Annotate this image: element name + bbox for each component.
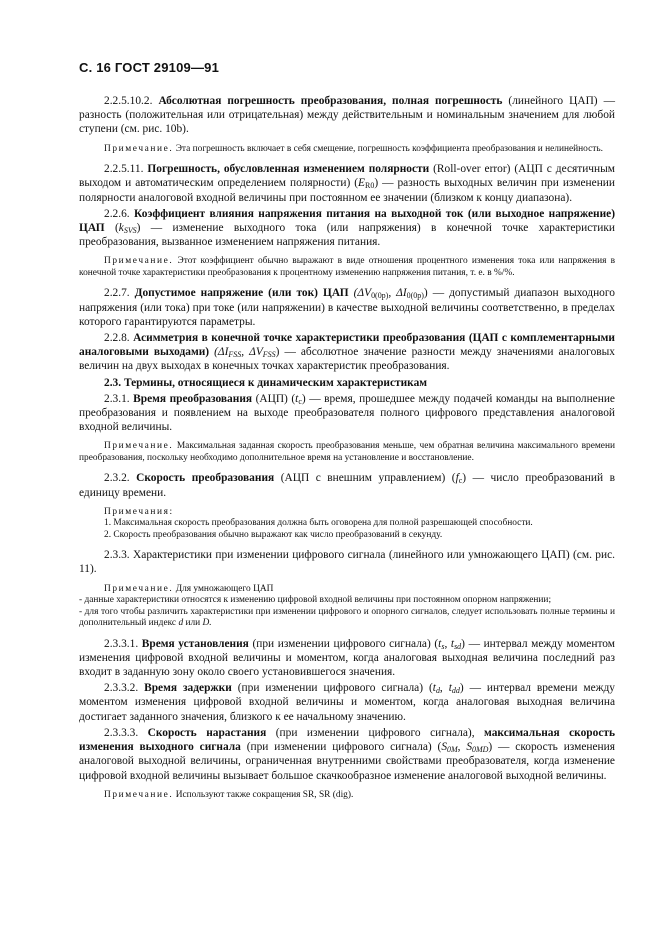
- note-4-label: Примечания:: [104, 506, 174, 517]
- paragraph-2-2-6: 2.2.6. Коэффициент влияния напряжения питания на выходной ток (или выходное напряжение) ЦАП $(k_{SVS})$ — изменение выходного тока (или напряжения) в конечной точке характеристики преобразования, вызванное изменением напряжения питания.: [79, 207, 615, 249]
- paragraph-2-2-8: 2.2.8. Асимметрия в конечной точке характеристики преобразования (ЦАП с комплементарными аналоговыми выходами) ($\Delta I_{FSS}$, $\Delta V_{FSS}$) — абсолютное значение разности между значениями аналоговых величин на двух выходах в конечных точках характеристик преобразования.: [79, 331, 615, 373]
- note-4: [79, 507, 615, 542]
- note-5-head: Примечание. Для умножающего ЦАП: [104, 583, 274, 594]
- section-heading-2-3: 2.3. Термины, относящиеся к динамическим характеристикам: [104, 376, 428, 389]
- note-4-item: 2. Скорость преобразования обычно выражают как число преобразований в секунду.: [104, 529, 443, 540]
- paragraph-2-3-3-3: 2.3.3.3. Скорость нарастания (при изменении цифрового сигнала), максимальная скорость изменения выходного сигнала (при изменении цифрового сигнала) ($S_{0M}$, $S_{0MD}$) — скорость изменения аналоговой выходной величины, ограниченная внутренними свойствами преобразователя, когда изменение цифровой входной величины вызывает большое скачкообразное изменение аналоговой выходной величины.: [79, 726, 615, 782]
- paragraph-2-3-3-1: 2.3.3.1. Время установления (при изменении цифрового сигнала) ($t_s$, $t_{sd}$) — интервал между моментом изменения цифровой входной величины и моментом, когда аналоговая выходная величина последний раз входит в заданную зону около своего установившегося значения.: [79, 637, 615, 679]
- note-4-item: 1. Максимальная скорость преобразования должна быть оговорена для полной разрешающей способности.: [104, 518, 533, 529]
- page-header: С. 16 ГОСТ 29109—91: [79, 60, 220, 75]
- document-body: [79, 94, 615, 808]
- paragraph-2-3-3: 2.3.3. Характеристики при изменении цифрового сигнала (линейного или умножающего ЦАП) (см. рис. 11).: [79, 549, 615, 576]
- paragraph-2-2-5-10-2: 2.2.5.10.2. Абсолютная погрешность преобразования, полная погрешность (линейного ЦАП) — разность (положительная или отрицательная) между действительным и номинальным значением для любой ступени (см. рис. 10b).: [79, 95, 615, 136]
- note-2: Примечание. Этот коэффициент обычно выражают в виде отношения процентного изменения тока или напряжения в конечной точке характеристики преобразования к процентному изменению напряжения питания, т. е. в %/%.: [79, 256, 615, 278]
- note-1: Примечание. Эта погрешность включает в себя смещение, погрешность коэффициента преобразования и нелинейность.: [104, 143, 603, 154]
- paragraph-2-3-3-2: 2.3.3.2. Время задержки (при изменении цифрового сигнала) ($t_d$, $t_{dd}$) — интервал времени между моментом изменения цифровой входной величины и моментом, когда аналоговая выходная величина достигает заданного значения, близкого к ее начальному значению.: [79, 682, 615, 723]
- note-6: Примечание. Используют также сокращения SR, SR (dig).: [104, 789, 354, 800]
- paragraph-2-2-7: 2.2.7. Допустимое напряжение (или ток) ЦАП ($\Delta V_{0(0p)}$, $\Delta I_{0(0p)}$) — допустимый диапазон выходного напряжения (или тока) при токе (или напряжении) в качестве выходной величины соответственно, в пределах которого гарантируются параметры.: [79, 287, 615, 328]
- paragraph-2-2-5-11: 2.2.5.11. Погрешность, обусловленная изменением полярности (Roll-over error) (АЦП с десятичным выходом и автоматическим определением полярности) $(E_{R0})$ — разность выходных величин при изменении полярности аналоговой входной величины при постоянном ее значении (близком к концу диапазона).: [79, 163, 615, 204]
- note-5: [79, 584, 615, 630]
- paragraph-2-3-1: 2.3.1. Время преобразования (АЦП) $(t_c)$ — время, прошедшее между подачей команды на выполнение преобразования и появлением на выходе преобразователя полного цифрового представления аналоговой входной величины.: [79, 392, 615, 434]
- note-5-item: - данные характеристики относятся к изменению цифровой входной величины при постоянном опорном напряжении;: [79, 595, 552, 606]
- note-3: Примечание. Максимальная заданная скорость преобразования меньше, чем обратная величина максимального времени преобразования, поскольку необходимо дополнительное время на установление и восстановление.: [79, 441, 615, 463]
- paragraph-2-3-2: 2.3.2. Скорость преобразования (АЦП с внешним управлением) $(f_c)$ — число преобразований в единицу времени.: [79, 472, 615, 499]
- note-5-item: - для того чтобы различить характеристики при изменении цифрового и опорного сигналов, следует использовать полные термины и дополнительный индекс d или D.: [79, 606, 615, 629]
